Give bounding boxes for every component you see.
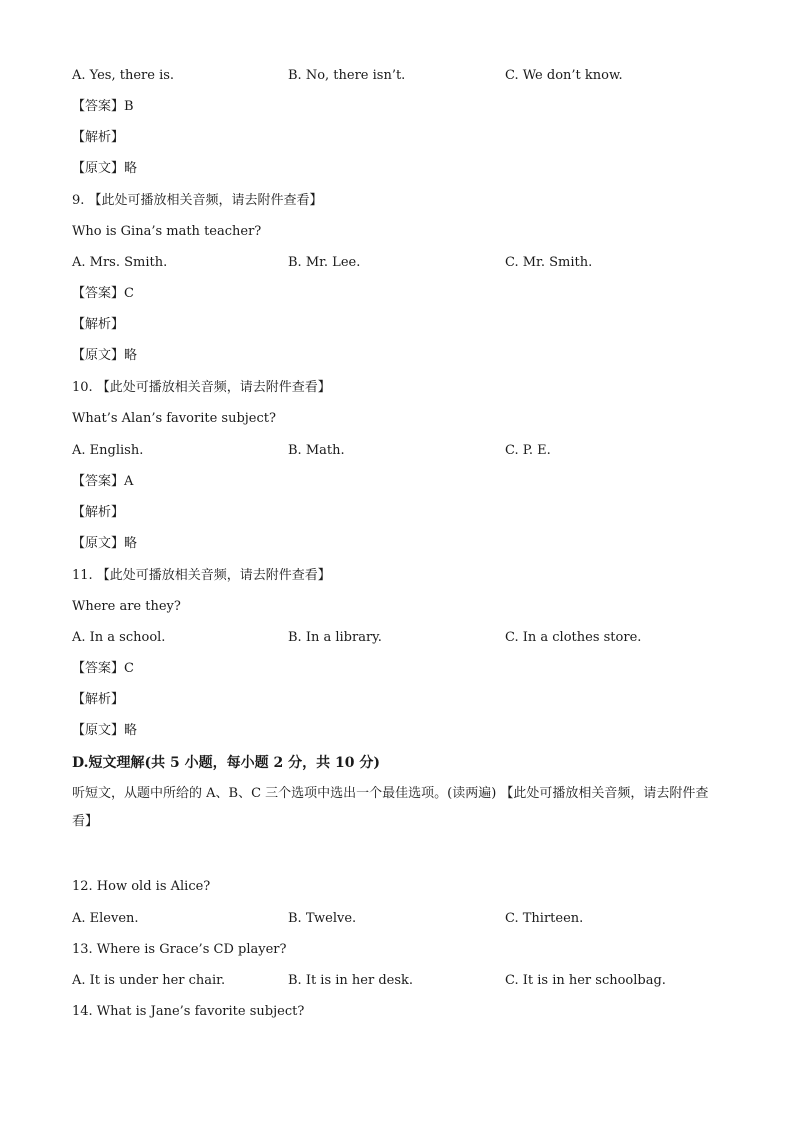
q11-question: Where are they? (72, 599, 181, 614)
q12-option-c: C. Thirteen. (505, 911, 584, 926)
q10-analysis: 【解析】 (72, 505, 125, 520)
q8-original-text: 【原文】略 (72, 161, 138, 176)
q10-answer: 【答案】A (72, 474, 134, 489)
q9-answer: 【答案】C (72, 286, 134, 301)
q11-answer: 【答案】C (72, 661, 134, 676)
q11-title: 11. 【此处可播放相关音频，请去附件查看】 (72, 568, 331, 583)
q13-option-b: B. It is in her desk. (288, 973, 414, 988)
q13-option-a: A. It is under her chair. (72, 973, 226, 988)
q11-original-text: 【原文】略 (72, 723, 138, 738)
q11-option-b: B. In a library. (288, 630, 382, 645)
q8-answer: 【答案】B (72, 99, 134, 114)
q10-option-b: B. Math. (288, 443, 345, 458)
q13-question: 13. Where is Grace’s CD player? (72, 942, 287, 957)
q10-title: 10. 【此处可播放相关音频，请去附件查看】 (72, 380, 331, 395)
q12-option-b: B. Twelve. (288, 911, 357, 926)
q9-analysis: 【解析】 (72, 317, 125, 332)
section-d-instruction: 听短文，从题中所给的 A、B、C 三个选项中选出一个最佳选项。(读两遍) 【此处可播放相关音频，请去附件查看】 (72, 786, 709, 829)
q10-option-c: C. P. E. (505, 443, 551, 458)
q9-option-c: C. Mr. Smith. (505, 255, 593, 270)
q8-analysis: 【解析】 (72, 130, 125, 145)
q9-question: Who is Gina’s math teacher? (72, 224, 262, 239)
q11-analysis: 【解析】 (72, 692, 125, 707)
q12-question: 12. How old is Alice? (72, 879, 211, 894)
q13-option-c: C. It is in her schoolbag. (505, 973, 666, 988)
q10-original-text: 【原文】略 (72, 536, 138, 551)
q10-option-a: A. English. (72, 443, 144, 458)
q14-question: 14. What is Jane’s favorite subject? (72, 1004, 305, 1019)
q9-option-b: B. Mr. Lee. (288, 255, 361, 270)
q11-option-c: C. In a clothes store. (505, 630, 642, 645)
q8-option-b: B. No, there isn’t. (288, 68, 406, 83)
q8-option-a: A. Yes, there is. (72, 68, 175, 83)
q10-question: What’s Alan’s favorite subject? (72, 411, 276, 426)
section-d-heading: D.短文理解(共 5 小题，每小题 2 分，共 10 分) (72, 755, 380, 771)
q8-option-c: C. We don’t know. (505, 68, 623, 83)
q9-original-text: 【原文】略 (72, 348, 138, 363)
q9-title: 9. 【此处可播放相关音频，请去附件查看】 (72, 193, 323, 208)
q9-option-a: A. Mrs. Smith. (72, 255, 168, 270)
q11-option-a: A. In a school. (72, 630, 166, 645)
q12-option-a: A. Eleven. (72, 911, 139, 926)
